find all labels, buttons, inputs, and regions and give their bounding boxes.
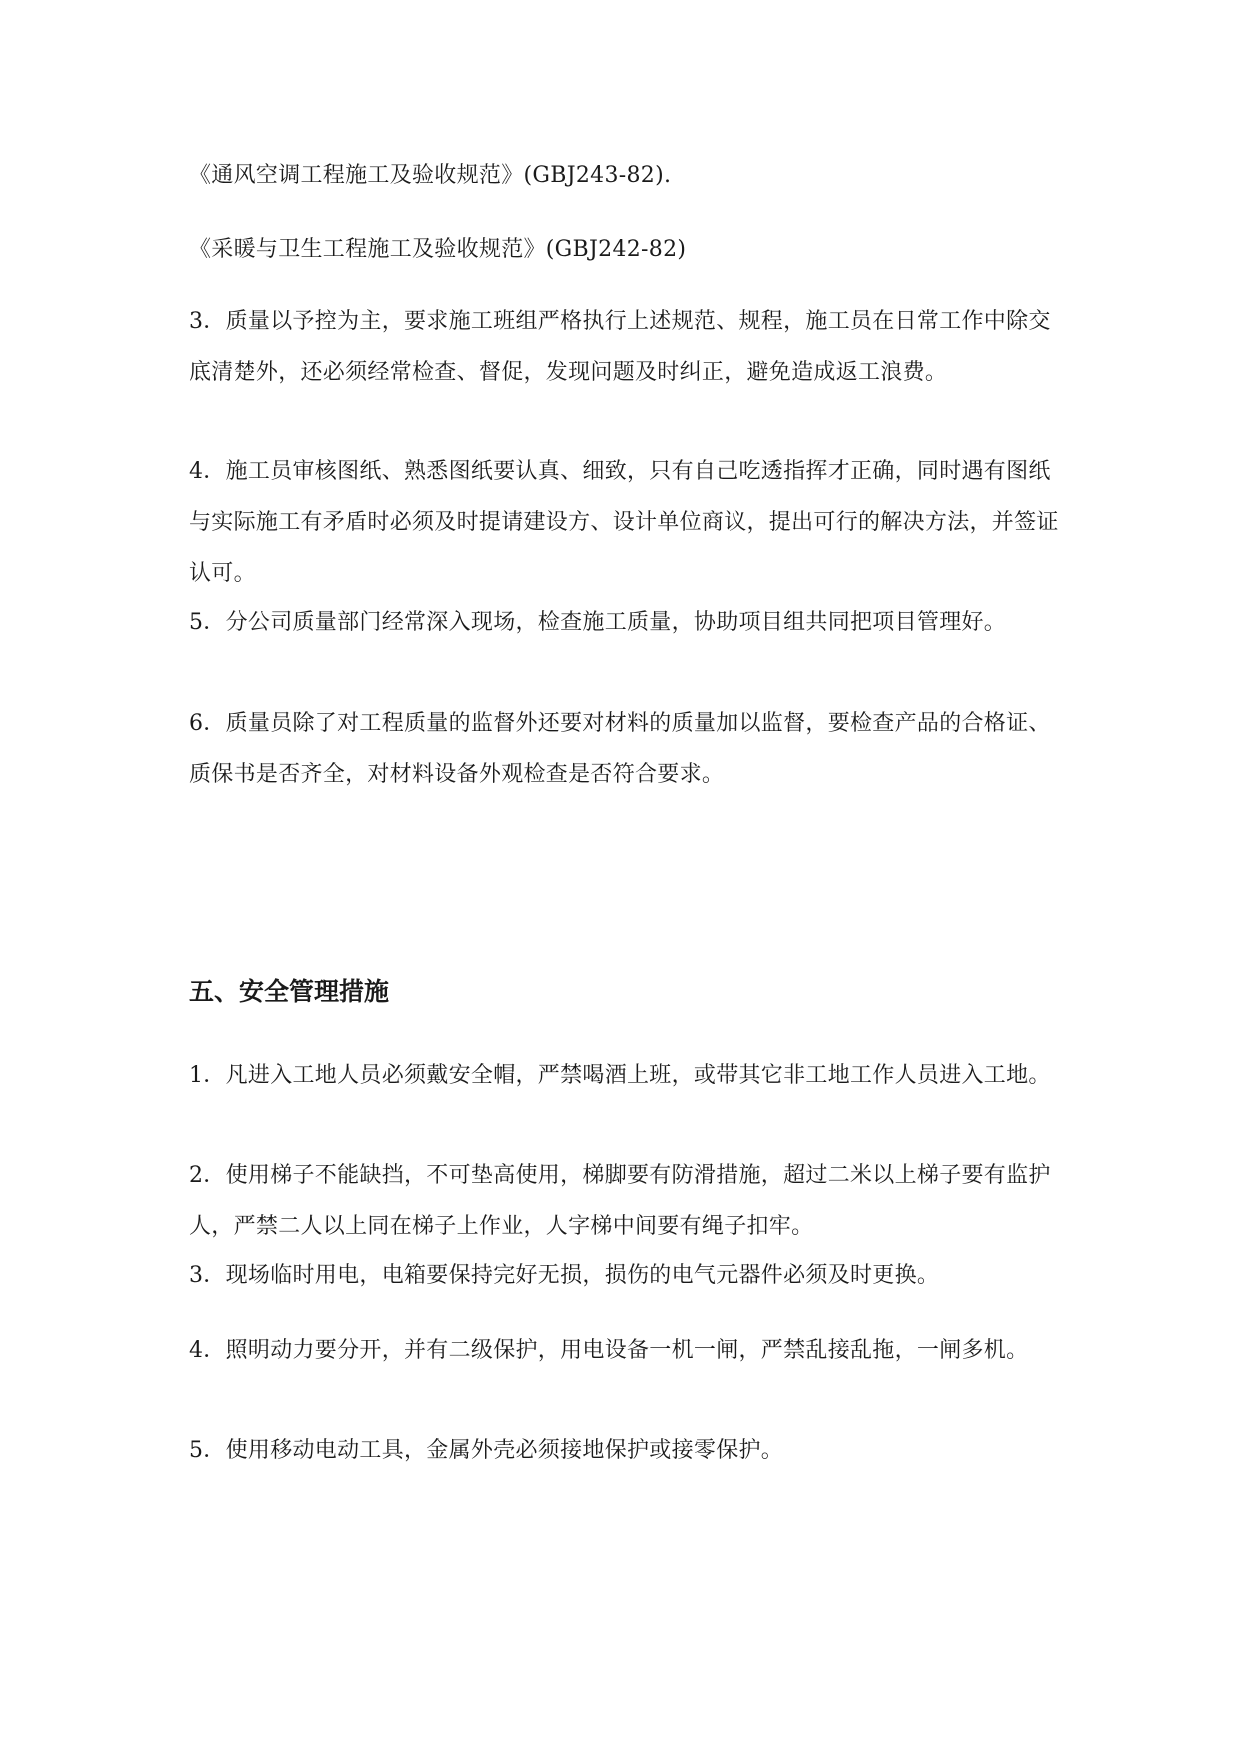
quality-item-5: 5．分公司质量部门经常深入现场，检查施工质量，协助项目组共同把项目管理好。 (189, 610, 1007, 635)
safety-item-2: 2．使用梯子不能缺挡，不可垫高使用，梯脚要有防滑措施，超过二米以上梯子要有监护人，严禁二人以上同在梯子上作业，人字梯中间要有绳子扣牢。 (189, 1163, 1051, 1239)
quality-item-6: 6．质量员除了对工程质量的监督外还要对材料的质量加以监督，要检查产品的合格证、质保书是否齐全，对材料设备外观检查是否符合要求。 (189, 711, 1051, 787)
section-heading-safety: 五、安全管理措施 (189, 977, 390, 1006)
quality-item-3: 3．质量以予控为主，要求施工班组严格执行上述规范、规程，施工员在日常工作中除交底清楚外，还必须经常检查、督促，发现问题及时纠正，避免造成返工浪费。 (189, 309, 1051, 385)
reference-heating-sanitary-spec: 《采暖与卫生工程施工及验收规范》(GBJ242-82) (189, 237, 687, 262)
quality-item-4: 4．施工员审核图纸、熟悉图纸要认真、细致，只有自己吃透指挥才正确，同时遇有图纸与实际施工有矛盾时必须及时提请建设方、设计单位商议，提出可行的解决方法，并签证认可。 (189, 459, 1059, 586)
safety-item-3: 3．现场临时用电，电箱要保持完好无损，损伤的电气元器件必须及时更换。 (189, 1263, 940, 1288)
safety-item-1: 1．凡进入工地人员必须戴安全帽，严禁喝酒上班，或带其它非工地工作人员进入工地。 (189, 1063, 1051, 1088)
safety-item-4: 4．照明动力要分开，并有二级保护，用电设备一机一闸，严禁乱接乱拖，一闸多机。 (189, 1338, 1029, 1363)
safety-item-5: 5．使用移动电动工具，金属外壳必须接地保护或接零保护。 (189, 1438, 784, 1463)
reference-hvac-spec: 《通风空调工程施工及验收规范》(GBJ243-82). (189, 163, 672, 188)
